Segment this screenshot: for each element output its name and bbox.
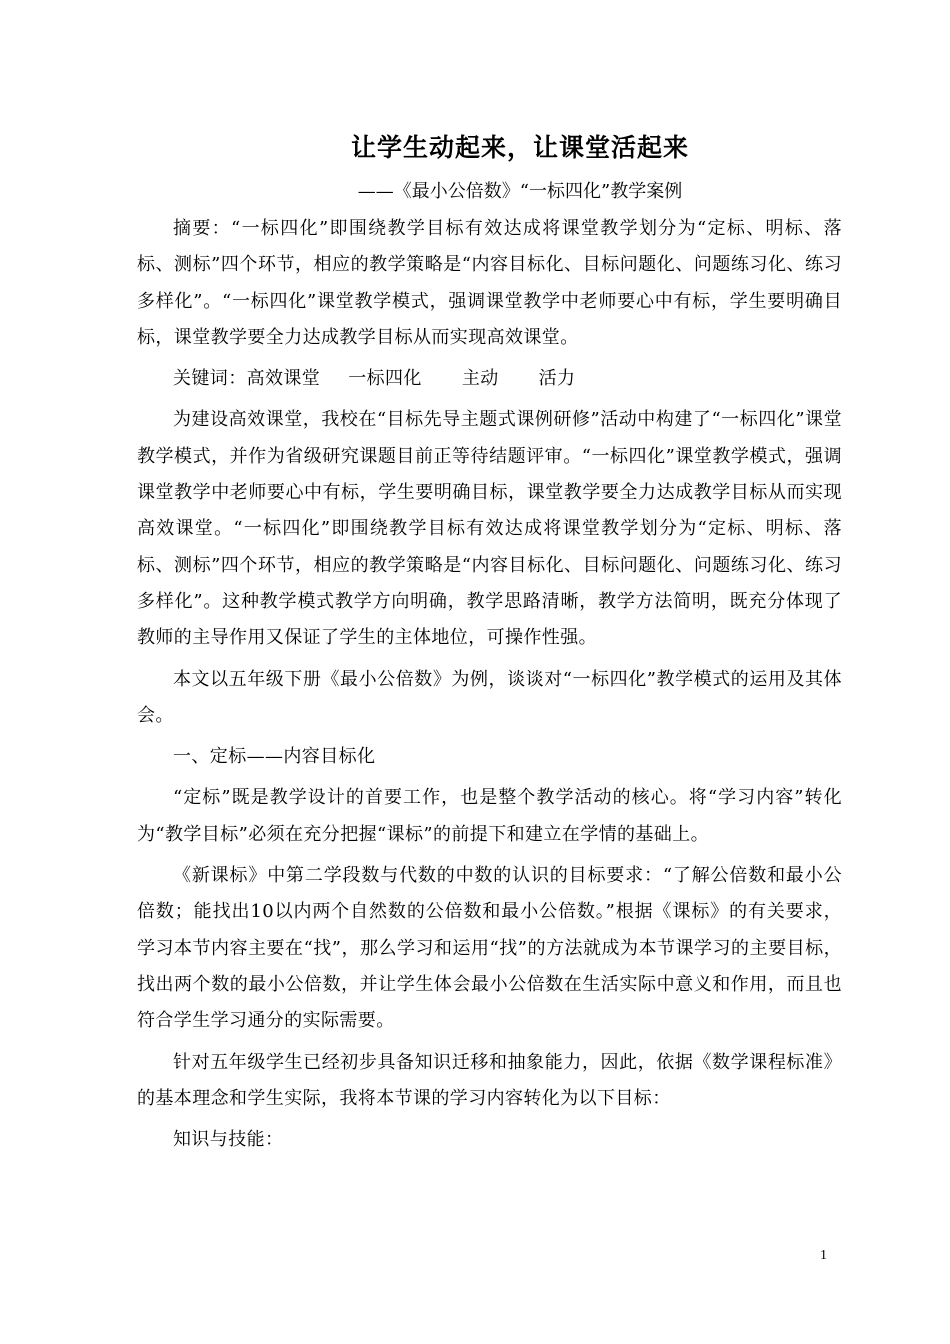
- page-number: 1: [820, 1248, 827, 1263]
- keywords-label: 关键词：: [173, 368, 247, 390]
- body-paragraph: “定标”既是教学设计的首要工作，也是整个教学活动的核心。将“学习内容”转化为“教学目标”必须在充分把握“课标”的前提下和建立在学情的基础上。: [137, 787, 842, 845]
- keyword: 主动: [461, 368, 499, 390]
- section-heading: 一、定标——内容目标化: [173, 746, 376, 768]
- document-body: [137, 211, 842, 1158]
- keywords-line: [137, 361, 842, 397]
- body-paragraph: 本文以五年级下册《最小公倍数》为例，谈谈对“一标四化”教学模式的运用及其体会。: [137, 668, 842, 726]
- document-title: 让学生动起来，让课堂活起来: [350, 133, 689, 162]
- keyword: 一标四化: [348, 368, 422, 390]
- body-paragraph: 《新课标》中第二学段数与代数的中数的认识的目标要求：“了解公倍数和最小公倍数；能找出10以内两个自然数的公倍数和最小公倍数。”根据《课标》的有关要求，学习本节内容主要在“找”，那么学习和运用“找”的方法就成为本节课学习的主要目标，找出两个数的最小公倍数，并让学生体会最小公倍数在生活实际中意义和作用，而且也符合学生学习通分的实际需要。: [137, 865, 842, 1032]
- body-paragraph: 为建设高效课堂，我校在“目标先导主题式课例研修”活动中构建了“一标四化”课堂教学模式，并作为省级研究课题目前正等待结题评审。“一标四化”课堂教学模式，强调课堂教学中老师要心中有标，学生要明确目标，课堂教学要全力达成教学目标从而实现高效课堂。“一标四化”即围绕教学目标有效达成将课堂教学划分为“定标、明标、落标、测标”四个环节，相应的教学策略是“内容目标化、目标问题化、问题练习化、练习多样化”。这种教学模式教学方向明确，教学思路清晰，教学方法简明，既充分体现了教师的主导作用又保证了学生的主体地位，可操作性强。: [137, 409, 842, 649]
- body-paragraph: 知识与技能：: [173, 1129, 284, 1151]
- keyword: 活力: [538, 368, 576, 390]
- document-subtitle: ——《最小公倍数》“一标四化”教学案例: [357, 181, 683, 202]
- abstract-paragraph: 摘要：“一标四化”即围绕教学目标有效达成将课堂教学划分为“定标、明标、落标、测标”四个环节，相应的教学策略是“内容目标化、目标问题化、问题练习化、练习多样化”。“一标四化”课堂教学模式，强调课堂教学中老师要心中有标，学生要明确目标，课堂教学要全力达成教学目标从而实现高效课堂。: [137, 218, 842, 348]
- body-paragraph: 针对五年级学生已经初步具备知识迁移和抽象能力，因此，依据《数学课程标准》的基本理念和学生实际，我将本节课的学习内容转化为以下目标：: [137, 1051, 842, 1109]
- keyword: 高效课堂: [246, 368, 321, 390]
